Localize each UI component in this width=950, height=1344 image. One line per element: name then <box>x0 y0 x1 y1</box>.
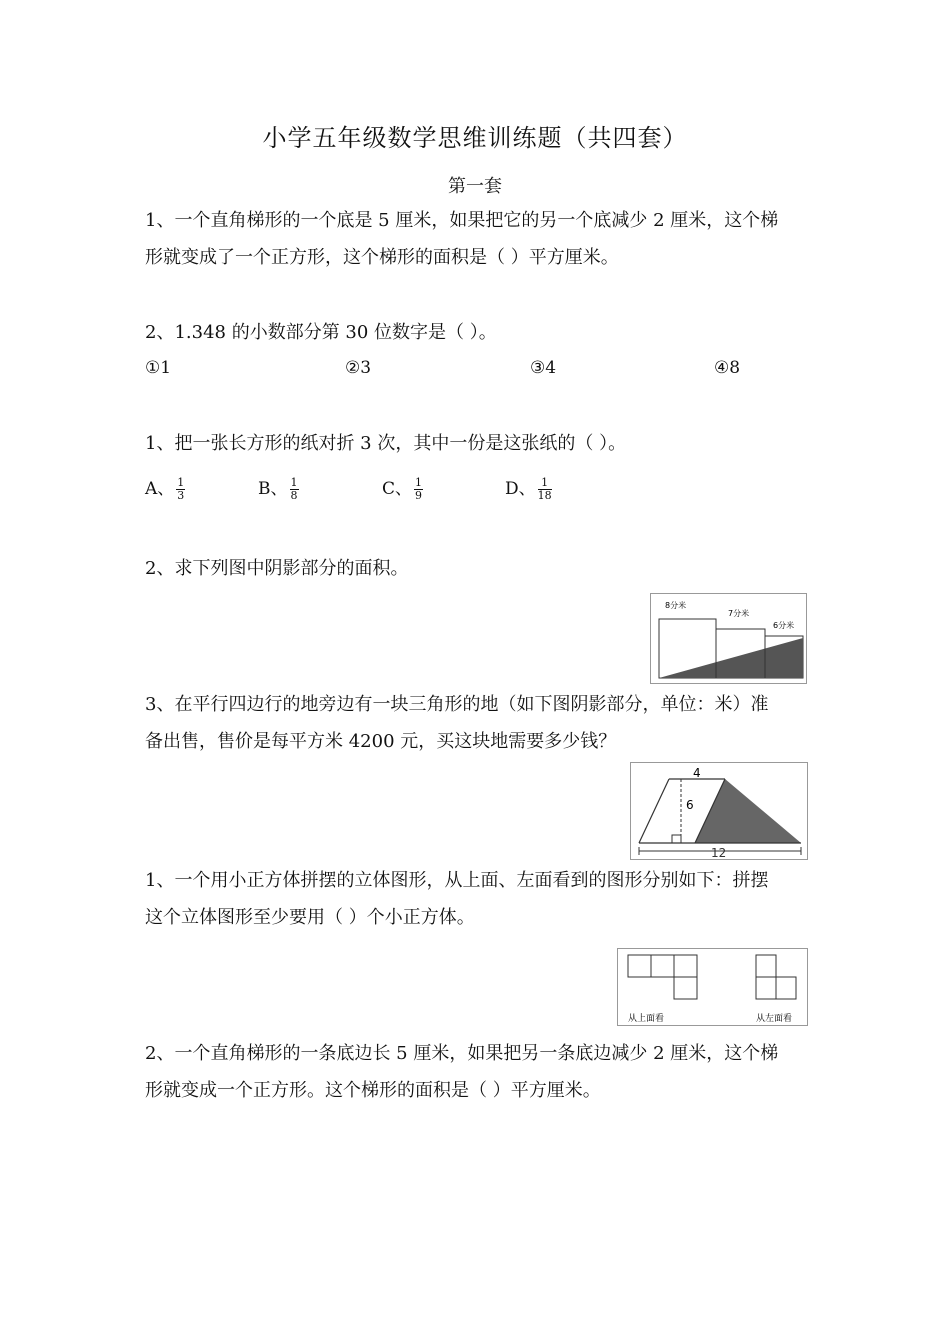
fraction <box>176 477 185 502</box>
fraction-denominator: 9 <box>415 489 423 502</box>
fraction-denominator: 18 <box>537 489 552 502</box>
option-d <box>505 474 552 502</box>
left-view <box>756 955 796 999</box>
squares-diagram <box>651 594 806 683</box>
fraction-numerator: 1 <box>538 477 552 490</box>
shaded-triangle <box>695 779 801 843</box>
fraction <box>538 477 552 502</box>
fraction-numerator: 1 <box>415 476 423 489</box>
question-6-line-2: 这个立体图形至少要用（ ）个小正方体。 <box>145 907 475 928</box>
question-1-line-2: 形就变成了一个正方形，这个梯形的面积是（ ）平方厘米。 <box>145 247 619 268</box>
question-1 <box>145 202 810 276</box>
squares-figure <box>650 593 807 684</box>
option-1: ①1 <box>145 358 172 378</box>
option-a <box>145 474 185 502</box>
fraction-denominator: 3 <box>177 489 185 502</box>
page-title: 小学五年级数学思维训练题（共四套） <box>262 124 688 152</box>
option-c <box>382 474 423 502</box>
option-c-label: C、 <box>382 479 413 499</box>
question-4: 2、求下列图中阴影部分的面积。 <box>145 558 409 579</box>
fraction <box>414 477 423 502</box>
question-6 <box>145 862 810 936</box>
cube-views-figure <box>617 948 808 1026</box>
question-3: 1、把一张长方形的纸对折 3 次，其中一份是这张纸的（ ）。 <box>145 433 627 454</box>
label-height-6: 6 <box>686 798 694 812</box>
option-d-label: D、 <box>505 479 536 499</box>
option-3: ③4 <box>530 358 557 378</box>
fraction-numerator: 1 <box>290 476 298 489</box>
label-top-4: 4 <box>693 766 701 780</box>
left-view-label: 从左面看 <box>756 1014 793 1024</box>
question-7-line-2: 形就变成一个正方形。这个梯形的面积是（ ）平方厘米。 <box>145 1080 601 1101</box>
label-7dm: 7分米 <box>728 609 750 618</box>
label-8dm: 8分米 <box>665 601 687 610</box>
question-7 <box>145 1035 810 1109</box>
option-b-label: B、 <box>258 479 288 499</box>
set-subtitle: 第一套 <box>448 176 502 197</box>
top-view <box>628 955 697 999</box>
option-4: ④8 <box>714 358 741 378</box>
option-2: ②3 <box>345 358 372 378</box>
fraction-denominator: 8 <box>290 489 298 502</box>
option-b <box>258 474 299 502</box>
label-base-12: 12 <box>711 846 727 859</box>
question-5-line-1: 3、在平行四边行的地旁边有一块三角形的地（如下图阴影部分，单位：米）准 <box>145 694 769 715</box>
parallelogram-figure <box>630 762 808 860</box>
question-7-line-1: 2、一个直角梯形的一条底边长 5 厘米，如果把另一条底边减少 2 厘米，这个梯 <box>145 1043 779 1064</box>
question-1-line-1: 1、一个直角梯形的一个底是 5 厘米，如果把它的另一个底减少 2 厘米，这个梯 <box>145 210 779 231</box>
fraction-numerator: 1 <box>177 476 185 489</box>
option-a-label: A、 <box>145 479 175 499</box>
fraction <box>290 477 299 502</box>
label-6dm: 6分米 <box>773 621 795 630</box>
top-view-label: 从上面看 <box>628 1014 665 1024</box>
question-5-line-2: 备出售，售价是每平方米 4200 元，买这块地需要多少钱？ <box>145 731 617 752</box>
parallelogram-diagram <box>631 763 807 859</box>
question-6-line-1: 1、一个用小正方体拼摆的立体图形，从上面、左面看到的图形分别如下：拼摆 <box>145 870 769 891</box>
question-2: 2、1.348 的小数部分第 30 位数字是（ ）。 <box>145 322 497 343</box>
cube-views-diagram <box>618 949 807 1025</box>
question-5 <box>145 686 810 760</box>
